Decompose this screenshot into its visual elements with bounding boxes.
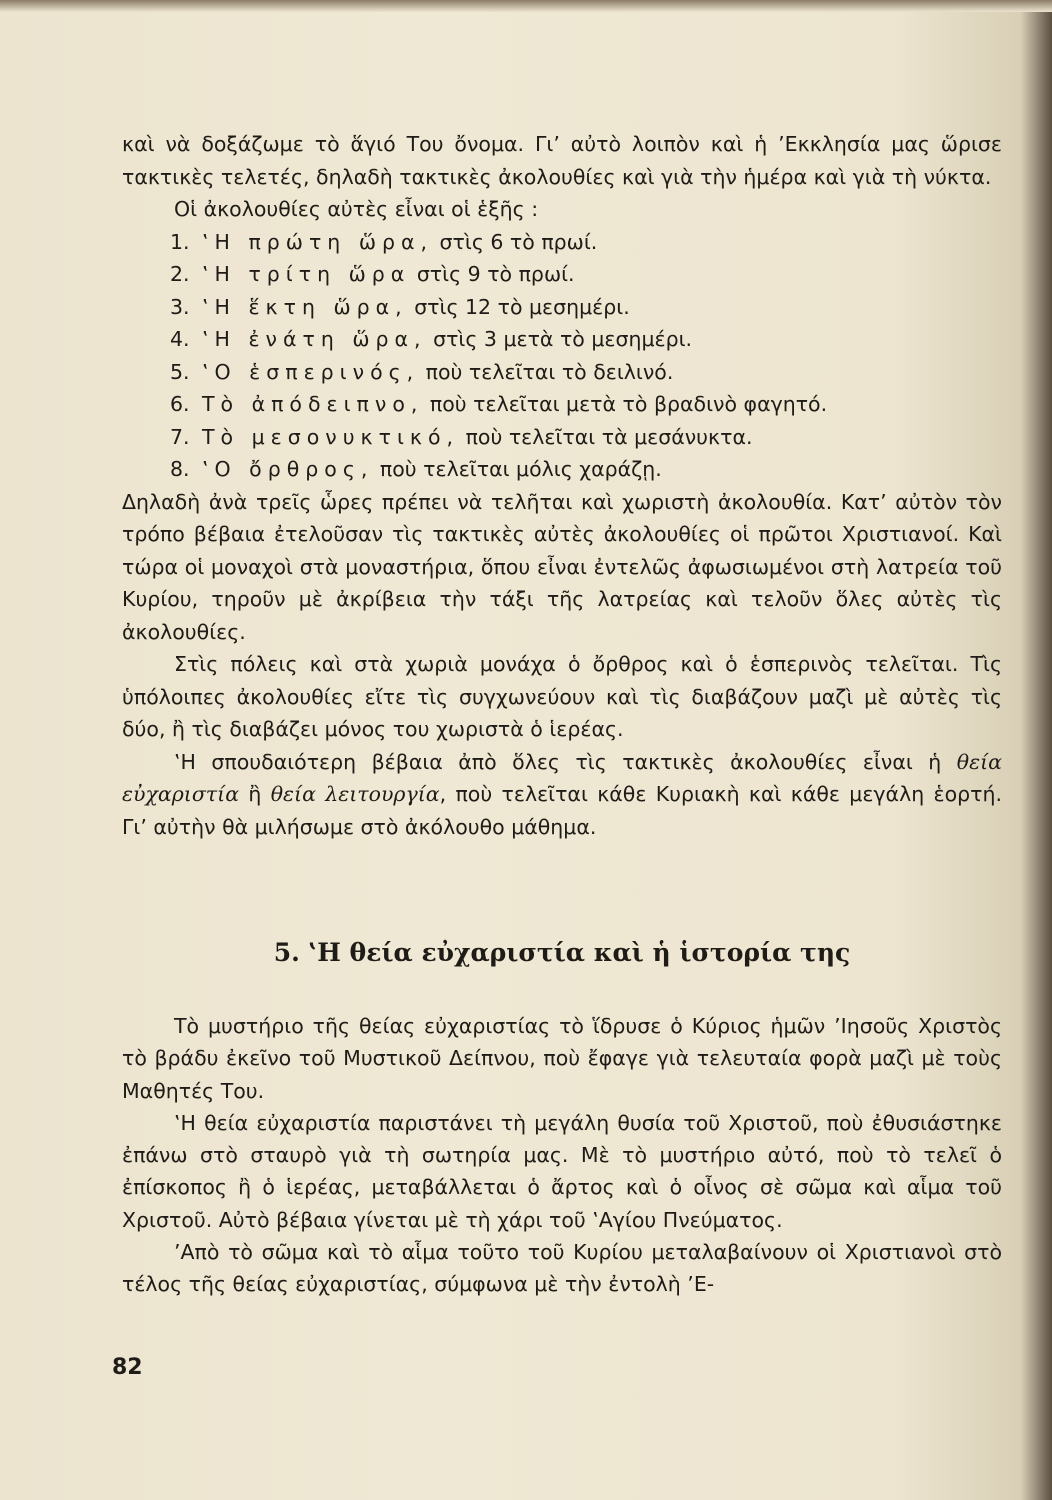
- services-list: [122, 226, 1002, 486]
- list-item: 5. ‛Ο ἑσπερινός, ποὺ τελεῖται τὸ δειλινό.: [170, 359, 674, 384]
- list-item: 3. ‛Η ἕκτη ὥρα, στὶς 12 τὸ μεσημέρι.: [170, 294, 630, 319]
- page-number: 82: [112, 1355, 143, 1380]
- list-item: 7. Τὸ μεσονυκτικό, ποὺ τελεῖται τὰ μεσάνυκτα.: [170, 424, 753, 449]
- section-text: [122, 128, 1002, 843]
- list-item: 8. ‛Ο ὄρθρος, ποὺ τελεῖται μόλις χαράζῃ.: [170, 457, 662, 481]
- paragraph: Στὶς πόλεις καὶ στὰ χωριὰ μονάχα ὁ ὄρθρος καὶ ὁ ἑσπερινὸς τελεῖται. Τὶς ὑπόλοιπες ἀκολουθίες εἴτε τὶς συγχωνεύουν καὶ τὶς διαβάζουν μαζὶ μὲ αὐτὲς τὶς δύο, ἢ τὶς διαβάζει μόνος του χωριστὰ ὁ ἱερέας.: [122, 652, 1002, 741]
- paragraph: Δηλαδὴ ἀνὰ τρεῖς ὧρες πρέπει νὰ τελῆται καὶ χωριστὴ ἀκολουθία. Κατ’ αὐτὸν τὸν τρόπο βέβαια ἐτελοῦσαν τὶς τακτικὲς αὐτὲς ἀκολουθίες οἱ πρῶτοι Χριστιανοί. Καὶ τώρα οἱ μοναχοὶ στὰ μοναστήρια, ὅπου εἶναι ἐντελῶς ἀφωσιωμένοι στὴ λατρεία τοῦ Κυρίου, τηροῦν μὲ ἀκρίβεια τὴν τάξι τῆς λατρείας καὶ τελοῦν ὅλες αὐτὲς τὶς ἀκολουθίες.: [122, 489, 1002, 644]
- section-heading: 5. ‛Η θεία εὐχαριστία καὶ ἡ ἱστορία της: [273, 938, 851, 967]
- paragraph: ‛Η θεία εὐχαριστία παριστάνει τὴ μεγάλη θυσία τοῦ Χριστοῦ, ποὺ ἐθυσιάστηκε ἐπάνω στὸ σταυρὸ γιὰ τὴ σωτηρία μας. Μὲ τὸ μυστήριο αὐτό, ποὺ τὸ τελεῖ ὁ ἐπίσκοπος ἢ ὁ ἱερέας, μεταβάλλεται ὁ ἄρτος καὶ ὁ οἶνος σὲ σῶμα καὶ αἷμα τοῦ Χριστοῦ. Αὐτὸ βέβαια γίνεται μὲ τὴ χάρι τοῦ ‛Αγίου Πνεύματος.: [122, 1110, 1002, 1232]
- list-item: 1. ‛Η πρώτη ὥρα, στὶς 6 τὸ πρωί.: [170, 229, 598, 254]
- paragraph: Τὸ μυστήριο τῆς θείας εὐχαριστίας τὸ ἵδρυσε ὁ Κύριος ἡμῶν ’Ιησοῦς Χριστὸς τὸ βράδυ ἐκεῖνο τοῦ Μυστικοῦ Δείπνου, ποὺ ἔφαγε γιὰ τελευταία φορὰ μαζὶ μὲ τοὺς Μαθητές Του.: [122, 1014, 1002, 1103]
- paragraph: ‛Η σπουδαιότερη βέβαια ἀπὸ ὅλες τὶς τακτικὲς ἀκολουθίες εἶναι ἡ θεία εὐχαριστία ἢ θεία λειτουργία, ποὺ τελεῖται κάθε Κυριακὴ καὶ κάθε μεγάλη ἑορτή. Γι’ αὐτὴν θὰ μιλήσωμε στὸ ἀκόλουθο μάθημα.: [122, 749, 1002, 839]
- paragraph: Οἱ ἀκολουθίες αὐτὲς εἶναι οἱ ἑξῆς :: [174, 197, 539, 221]
- page-top-edge: [0, 0, 1052, 12]
- list-item: 2. ‛Η τρίτη ὥρα στὶς 9 τὸ πρωί.: [170, 262, 575, 286]
- section-text: [122, 1010, 1002, 1301]
- paragraph: καὶ νὰ δοξάζωμε τὸ ἅγιό Του ὄνομα. Γι’ αὐτὸ λοιπὸν καὶ ἡ ’Εκκλησία μας ὥρισε τακτικὲς τελετές, δηλαδὴ τακτικὲς ἀκολουθίες καὶ γιὰ τὴν ἡμέρα καὶ γιὰ τὴ νύκτα.: [122, 132, 1002, 189]
- list-item: 6. Τὸ ἀπόδειπνο, ποὺ τελεῖται μετὰ τὸ βραδινὸ φαγητό.: [170, 392, 828, 416]
- paragraph: ’Απὸ τὸ σῶμα καὶ τὸ αἷμα τοῦτο τοῦ Κυρίου μεταλαβαίνουν οἱ Χριστιανοὶ στὸ τέλος τῆς θείας εὐχαριστίας, σύμφωνα μὲ τὴν ἐντολὴ ’Ε-: [122, 1240, 1002, 1297]
- list-item: 4. ‛Η ἐνάτη ὥρα, στὶς 3 μετὰ τὸ μεσημέρι.: [170, 327, 693, 351]
